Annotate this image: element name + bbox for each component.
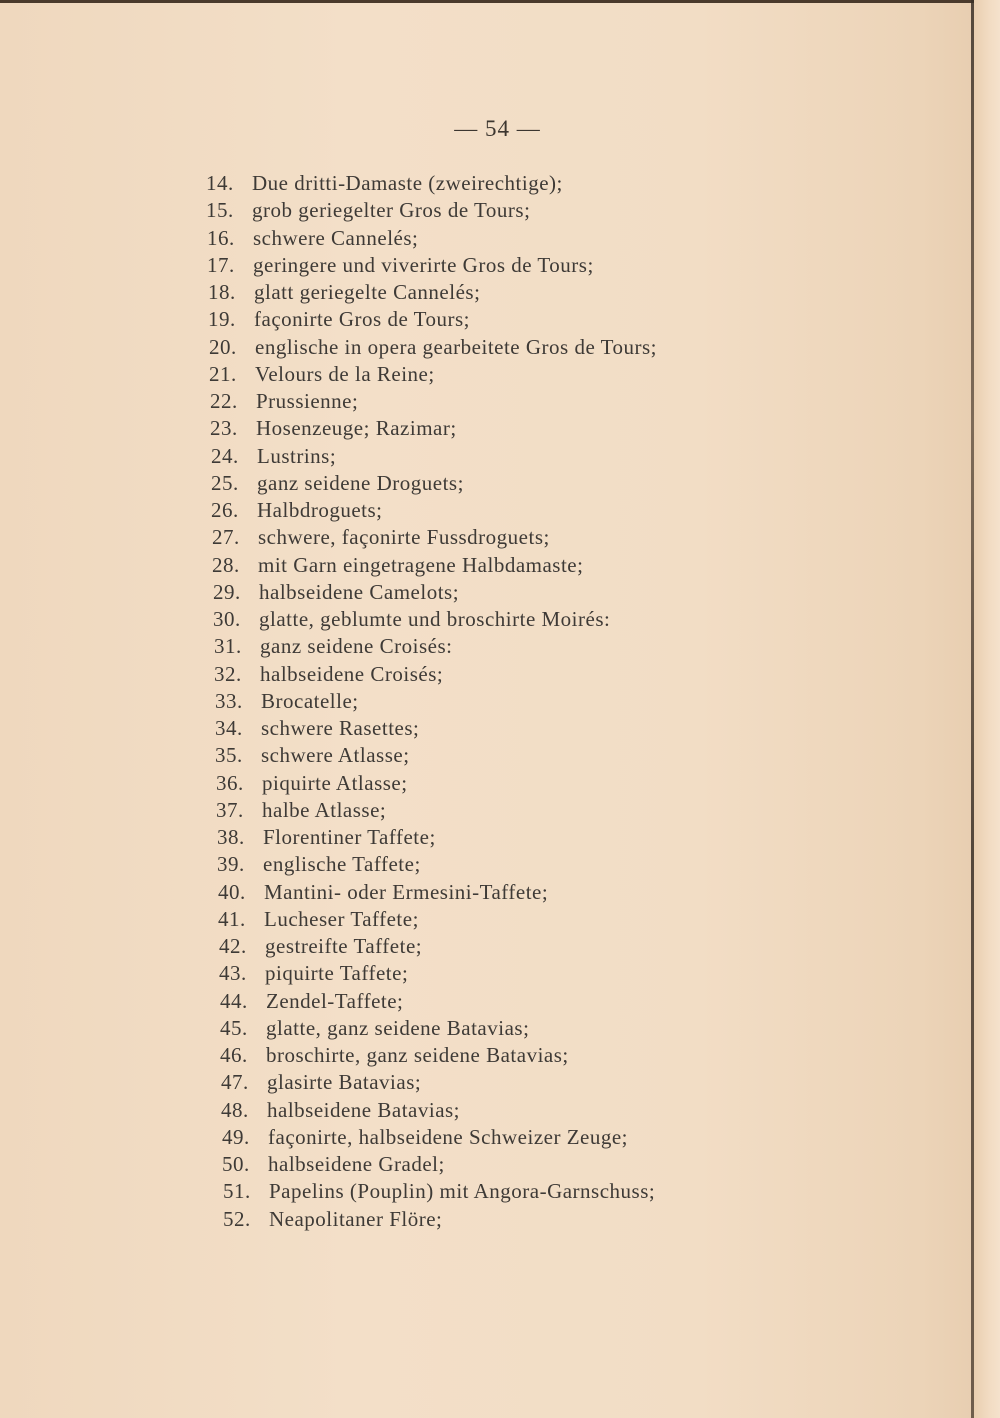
item-text: ganz seidene Croisés: — [260, 634, 453, 659]
list-item — [206, 1069, 766, 1096]
list-item — [206, 552, 766, 579]
item-text: englische Taffete; — [263, 852, 421, 877]
item-text: halbseidene Gradel; — [268, 1152, 445, 1176]
list-item — [206, 1124, 766, 1151]
item-number: 42. — [219, 934, 247, 958]
item-number: 50. — [222, 1152, 250, 1176]
list-item — [206, 388, 766, 415]
item-text: piquirte Taffete; — [265, 961, 409, 986]
item-number: 15. — [206, 198, 234, 223]
item-number: 43. — [219, 961, 247, 986]
list-item — [206, 225, 766, 252]
item-number: 52. — [223, 1206, 251, 1231]
item-text: façonirte, halbseidene Schweizer Zeuge; — [268, 1124, 629, 1149]
top-edge — [0, 0, 1000, 3]
item-text: halbseidene Batavias; — [267, 1097, 461, 1122]
list-item — [206, 1178, 766, 1205]
item-number: 20. — [209, 334, 237, 359]
item-number: 38. — [217, 825, 245, 849]
item-number: 36. — [216, 770, 244, 795]
list-item — [206, 715, 766, 742]
item-text: gestreifte Taffete; — [265, 934, 423, 958]
item-number: 14. — [206, 171, 234, 195]
list-item — [206, 906, 766, 933]
item-number: 29. — [213, 579, 241, 604]
item-text: Neapolitaner Flöre; — [269, 1206, 443, 1231]
item-text: schwere Atlasse; — [261, 743, 410, 768]
item-text: Florentiner Taffete; — [263, 825, 436, 849]
item-text: Papelins (Pouplin) mit Angora-Garnschuss; — [269, 1179, 656, 1204]
item-number: 31. — [214, 634, 242, 659]
list-item — [206, 933, 766, 960]
item-number: 30. — [213, 607, 241, 631]
item-number: 23. — [210, 416, 238, 441]
item-number: 48. — [221, 1097, 249, 1122]
item-text: piquirte Atlasse; — [262, 770, 408, 795]
item-number: 21. — [209, 361, 237, 386]
item-number: 47. — [221, 1070, 249, 1095]
item-text: façonirte Gros de Tours; — [254, 307, 471, 332]
list-item — [206, 742, 766, 769]
item-text: Zendel-Taffete; — [266, 988, 404, 1013]
list-item — [206, 497, 766, 524]
item-number: 51. — [223, 1179, 251, 1204]
list-item — [206, 334, 766, 361]
item-number: 27. — [212, 525, 240, 550]
list-item — [206, 524, 766, 551]
item-number: 26. — [211, 498, 239, 522]
item-text: ganz seidene Droguets; — [257, 470, 464, 495]
item-number: 32. — [214, 661, 242, 686]
list-item — [206, 415, 766, 442]
item-number: 45. — [220, 1015, 248, 1040]
list-item — [206, 1097, 766, 1124]
item-number: 25. — [211, 470, 239, 495]
list-item — [206, 306, 766, 333]
item-number: 33. — [215, 688, 243, 713]
item-text: halbe Atlasse; — [262, 797, 387, 822]
item-text: Velours de la Reine; — [255, 361, 435, 386]
item-text: Hosenzeuge; Razimar; — [256, 416, 457, 441]
list-item — [206, 661, 766, 688]
list-item — [206, 797, 766, 824]
item-text: schwere Cannelés; — [253, 225, 419, 250]
page-gutter — [974, 0, 1000, 1418]
list-item — [206, 1151, 766, 1178]
item-text: schwere Rasettes; — [261, 716, 420, 740]
item-text: Lustrins; — [257, 443, 337, 468]
list-item — [206, 470, 766, 497]
list-item — [206, 633, 766, 660]
item-number: 39. — [217, 852, 245, 877]
list-item — [206, 252, 766, 279]
item-number: 37. — [216, 797, 244, 822]
list-item — [206, 824, 766, 851]
item-text: Due dritti-Damaste (zweirechtige); — [252, 171, 563, 195]
list-item — [206, 1206, 766, 1233]
list-item — [206, 443, 766, 470]
item-text: geringere und viverirte Gros de Tours; — [253, 252, 594, 277]
item-text: glatte, ganz seidene Batavias; — [266, 1015, 530, 1040]
list-item — [206, 170, 766, 197]
list-item — [206, 851, 766, 878]
item-number: 46. — [220, 1043, 248, 1067]
list-item — [206, 988, 766, 1015]
list-item — [206, 279, 766, 306]
list-item — [206, 361, 766, 388]
binding-edge — [971, 0, 974, 1418]
item-text: schwere, façonirte Fussdroguets; — [258, 525, 550, 550]
item-text: Brocatelle; — [261, 688, 359, 713]
item-number: 19. — [208, 307, 236, 332]
list-item — [206, 770, 766, 797]
item-number: 44. — [220, 988, 248, 1013]
item-text: glatt geriegelte Cannelés; — [254, 280, 481, 304]
item-number: 41. — [218, 906, 246, 931]
item-number: 17. — [207, 252, 235, 277]
item-text: halbseidene Croisés; — [260, 661, 444, 686]
item-number: 22. — [210, 389, 238, 413]
item-text: Lucheser Taffete; — [264, 906, 419, 931]
item-number: 18. — [208, 280, 236, 304]
item-text: englische in opera gearbeitete Gros de Tours; — [255, 334, 658, 359]
item-text: Mantini- oder Ermesini-Taffete; — [264, 879, 549, 904]
list-item — [206, 197, 766, 224]
list-item — [206, 606, 766, 633]
list-item — [206, 1015, 766, 1042]
item-number: 35. — [215, 743, 243, 768]
item-text: Prussienne; — [256, 389, 359, 413]
list-item — [206, 960, 766, 987]
item-number: 24. — [211, 443, 239, 468]
item-number: 40. — [218, 879, 246, 904]
item-text: Halbdroguets; — [257, 498, 383, 522]
item-text: halbseidene Camelots; — [259, 579, 460, 604]
item-text: broschirte, ganz seidene Batavias; — [266, 1043, 569, 1067]
list-item — [206, 688, 766, 715]
numbered-list — [206, 170, 766, 1233]
item-text: glatte, geblumte und broschirte Moirés: — [259, 607, 611, 631]
list-item — [206, 579, 766, 606]
list-item — [206, 1042, 766, 1069]
item-number: 28. — [212, 552, 240, 577]
item-number: 16. — [207, 225, 235, 250]
list-item — [206, 879, 766, 906]
item-text: mit Garn eingetragene Halbdamaste; — [258, 552, 584, 577]
item-text: grob geriegelter Gros de Tours; — [252, 198, 531, 223]
item-number: 49. — [222, 1124, 250, 1149]
page-number: — 54 — — [454, 116, 541, 141]
item-number: 34. — [215, 716, 243, 740]
item-text: glasirte Batavias; — [267, 1070, 422, 1095]
